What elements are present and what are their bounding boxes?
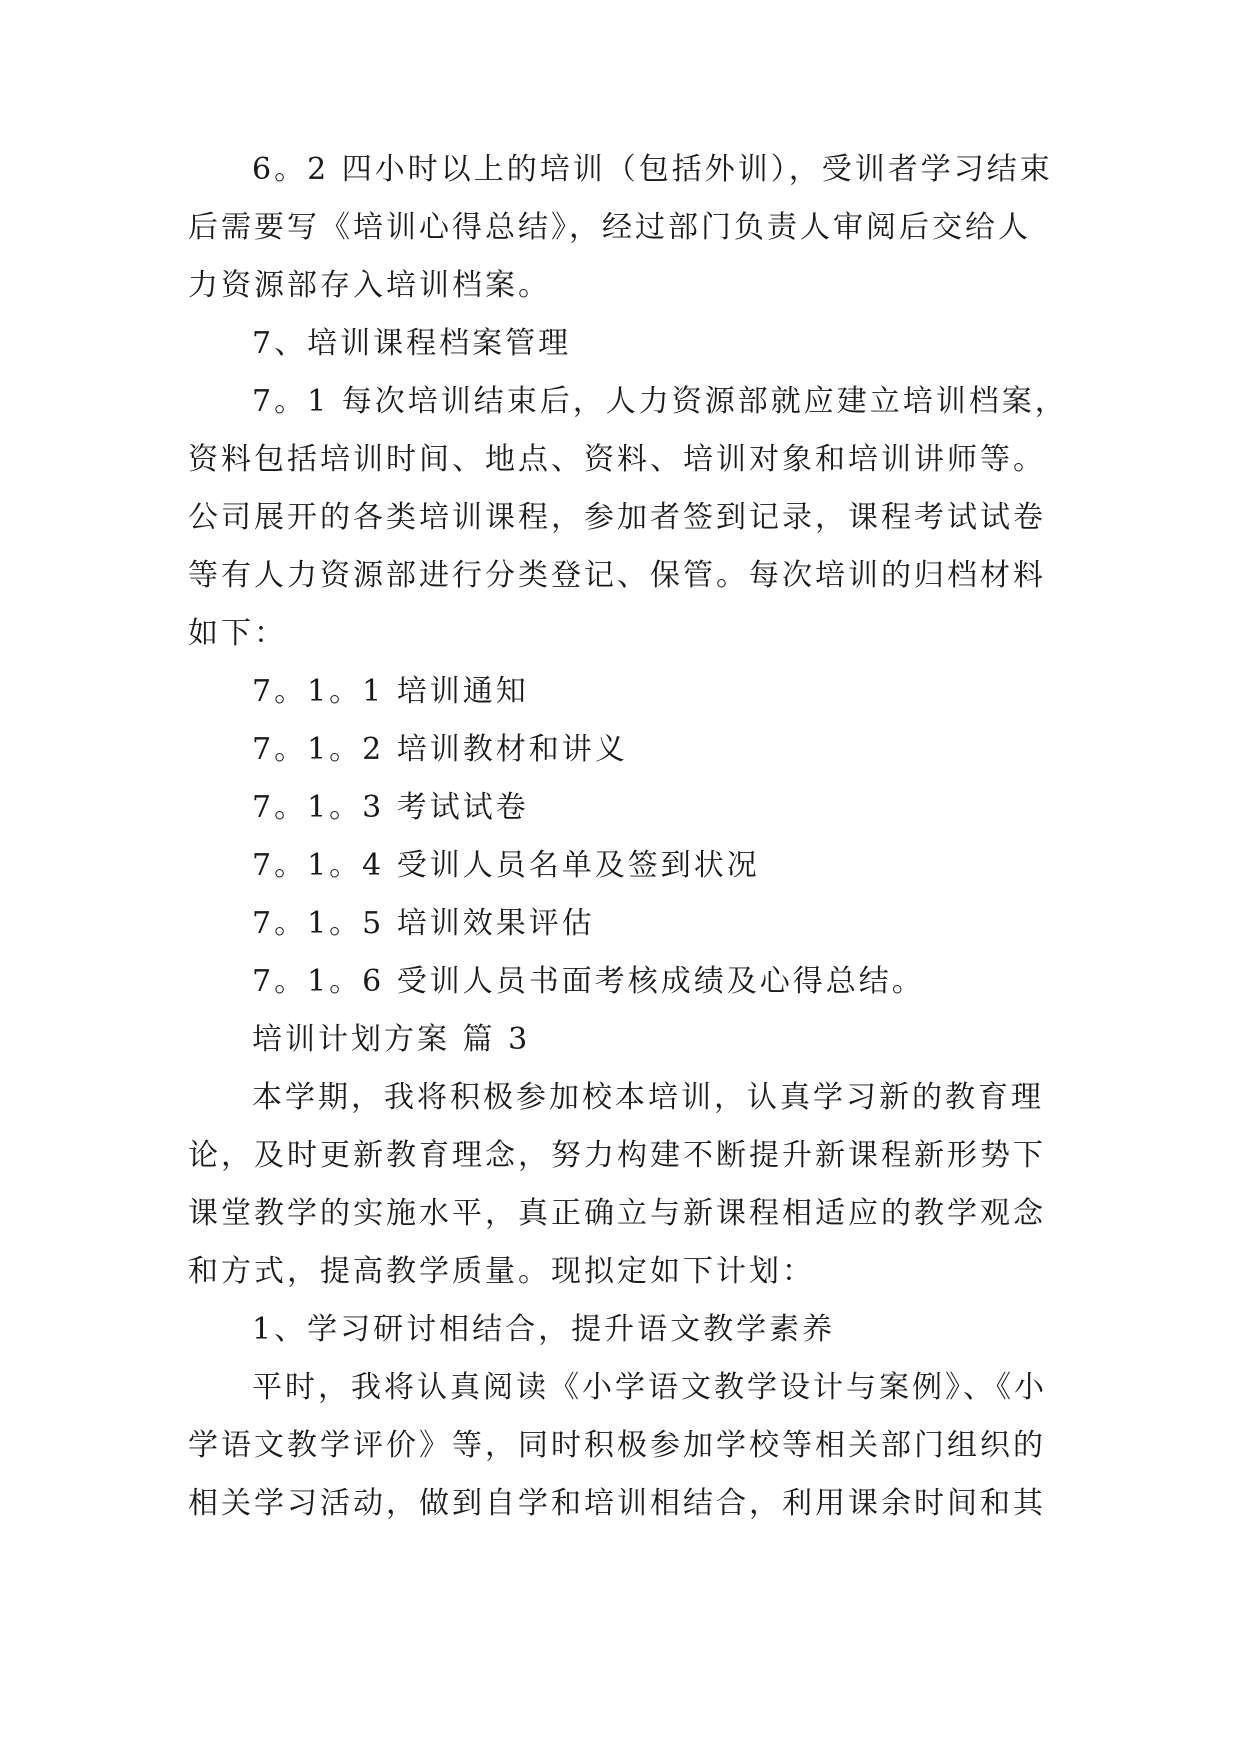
section-heading: 1、学习研讨相结合，提升语文教学素养: [252, 1312, 836, 1347]
section-heading: 7、培训课程档案管理: [252, 326, 572, 361]
list-item: 7。1。6 受训人员书面考核成绩及心得总结。: [252, 964, 925, 999]
paragraph-line: 资料包括培训时间、地点、资料、培训对象和培训讲师等。: [188, 442, 1046, 477]
paragraph-line: 平时，我将认真阅读《小学语文教学设计与案例》、《小: [252, 1370, 1047, 1405]
paragraph-line: 和方式，提高教学质量。现拟定如下计划：: [188, 1254, 815, 1289]
paragraph-line: 7。1 每次培训结束后，人力资源部就应建立培训档案，: [252, 384, 1068, 419]
paragraph-line: 本学期，我将积极参加校本培训，认真学习新的教育理: [252, 1080, 1044, 1115]
paragraph-line: 力资源部存入培训档案。: [188, 268, 551, 303]
paragraph-line: 学语文教学评价》等，同时积极参加学校等相关部门组织的: [188, 1428, 1046, 1463]
paragraph-line: 等有人力资源部进行分类登记、保管。每次培训的归档材料: [188, 558, 1046, 593]
paragraph-line: 相关学习活动，做到自学和培训相结合，利用课余时间和其: [188, 1486, 1046, 1521]
paragraph-line: 课堂教学的实施水平，真正确立与新课程相适应的教学观念: [188, 1196, 1046, 1231]
list-item: 7。1。4 受训人员名单及签到状况: [252, 848, 760, 883]
paragraph-line: 后需要写《培训心得总结》，经过部门负责人审阅后交给人: [188, 210, 1031, 245]
list-item: 7。1。3 考试试卷: [252, 790, 529, 825]
list-item: 7。1。1 培训通知: [252, 674, 529, 709]
paragraph-line: 6。2 四小时以上的培训（包括外训），受训者学习结束: [252, 152, 1053, 187]
paragraph-line: 论，及时更新教育理念，努力构建不断提升新课程新形势下: [188, 1138, 1046, 1173]
list-item: 7。1。5 培训效果评估: [252, 906, 595, 941]
paragraph-line: 如下：: [188, 616, 287, 651]
paragraph-line: 公司展开的各类培训课程，参加者签到记录，课程考试试卷: [188, 500, 1046, 535]
section-title: 培训计划方案 篇 3: [252, 1022, 531, 1057]
list-item: 7。1。2 培训教材和讲义: [252, 732, 628, 767]
